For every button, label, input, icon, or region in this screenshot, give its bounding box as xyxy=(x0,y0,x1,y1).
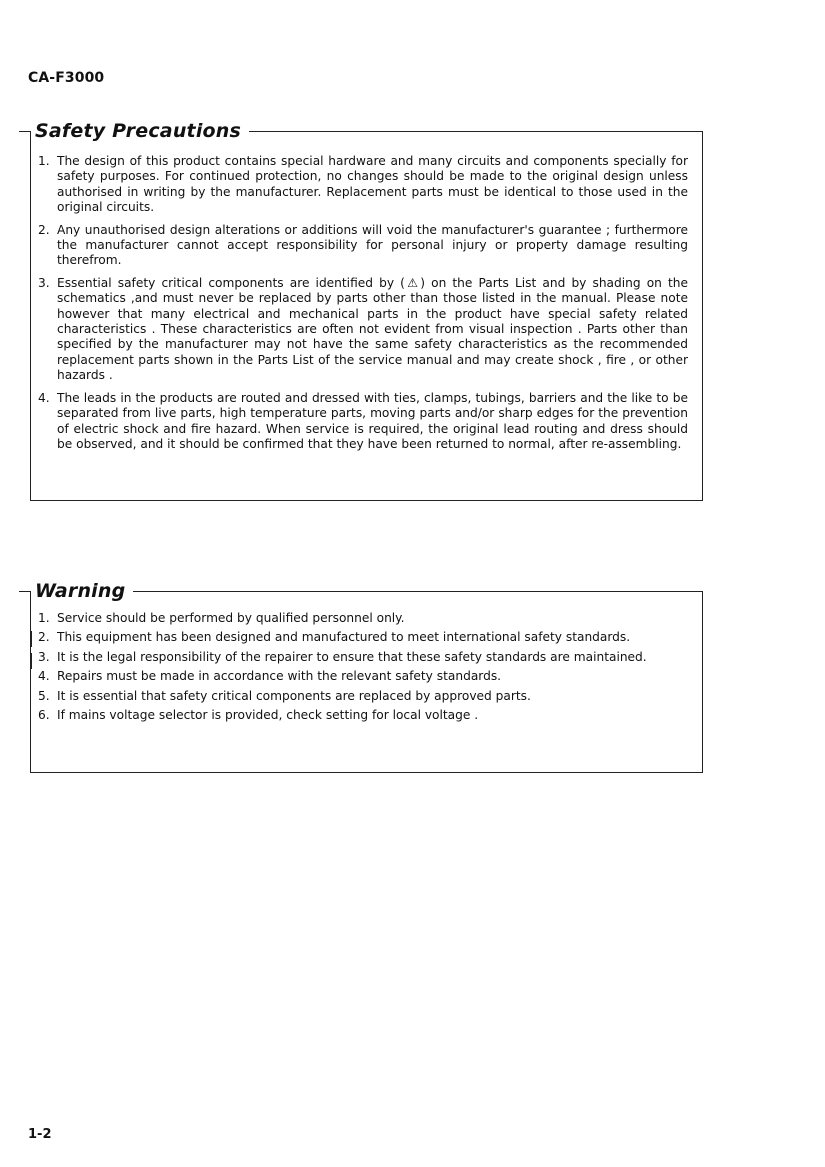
item-number: 3. xyxy=(38,275,50,290)
list-item xyxy=(38,154,688,216)
list-item xyxy=(38,708,688,723)
item-number: 3. xyxy=(38,649,50,664)
item-number: 4. xyxy=(38,390,50,405)
item-text: Repairs must be made in accordance with the relevant safety standards. xyxy=(57,669,502,684)
item-number: 5. xyxy=(38,688,50,703)
item-number: 1. xyxy=(38,154,50,168)
item-text: The design of this product contains special hardware and many circuits and components specially for safety purposes. For continued protection, no changes should be made to the original design unless authorised in writing by the manufacturer. Replacement parts must be identical to those used in the original circuits. xyxy=(57,154,688,215)
list-item xyxy=(38,669,688,684)
margin-change-bar xyxy=(30,631,32,647)
item-number: 4. xyxy=(38,669,50,684)
item-text: It is the legal responsibility of the repairer to ensure that these safety standards are maintained. xyxy=(57,649,647,664)
list-item xyxy=(38,611,688,626)
safety-precautions-box xyxy=(30,120,703,501)
warning-title: Warning xyxy=(31,580,133,602)
header-rule-left xyxy=(19,131,31,132)
model-number: CA-F3000 xyxy=(28,70,105,86)
list-item xyxy=(38,276,688,384)
page-number: 1-2 xyxy=(28,1127,52,1142)
item-text: It is essential that safety critical components are replaced by approved parts. xyxy=(57,688,531,703)
item-number: 2. xyxy=(38,222,50,237)
safety-precautions-header xyxy=(19,119,703,143)
item-number: 6. xyxy=(38,708,50,723)
list-item xyxy=(38,223,688,269)
safety-precautions-list xyxy=(38,154,688,459)
item-text: This equipment has been designed and manufactured to meet international safety standards. xyxy=(57,630,631,645)
list-item xyxy=(38,689,688,704)
item-number: 2. xyxy=(38,630,50,645)
header-rule xyxy=(249,131,703,132)
margin-change-bar xyxy=(30,653,32,669)
item-text: If mains voltage selector is provided, check setting for local voltage . xyxy=(57,708,479,723)
item-text: Essential safety critical components are identified by (⚠) on the Parts List and by shading on the schematics ,and must never be replaced by parts other than those listed in the manual. Please note however that many electrical and mechanical parts in the product have special safety related characteristics . These characteristics are often not evident from visual inspection . Parts other than specified by the manufacturer may not have the same safety characteristics as the recommended replacement parts shown in the Parts List of the service manual and may create shock , fire , or other hazards . xyxy=(57,275,688,383)
list-item xyxy=(38,391,688,453)
item-text: The leads in the products are routed and dressed with ties, clamps, tubings, barriers and the like to be separated from live parts, high temperature parts, moving parts and/or sharp edges for the prevention of electric shock and fire hazard. When service is required, the original lead routing and dress should be observed, and it should be confirmed that they have been returned to normal, after re-assembling. xyxy=(57,390,688,451)
header-rule-left xyxy=(19,591,31,592)
list-item xyxy=(38,630,688,645)
warning-header xyxy=(19,579,703,603)
item-text: Service should be performed by qualified personnel only. xyxy=(57,611,405,625)
safety-precautions-title: Safety Precautions xyxy=(31,120,249,142)
box-corner xyxy=(702,131,703,141)
header-rule xyxy=(133,591,703,592)
warning-list xyxy=(38,611,688,727)
warning-box xyxy=(30,580,703,773)
item-number: 1. xyxy=(38,611,50,625)
list-item xyxy=(38,650,688,665)
item-text: Any unauthorised design alterations or additions will void the manufacturer's guarantee ; furthermore the manufacturer cannot accept responsibility for personal injury or property damage resulting therefrom. xyxy=(57,222,688,268)
box-corner xyxy=(702,591,703,601)
